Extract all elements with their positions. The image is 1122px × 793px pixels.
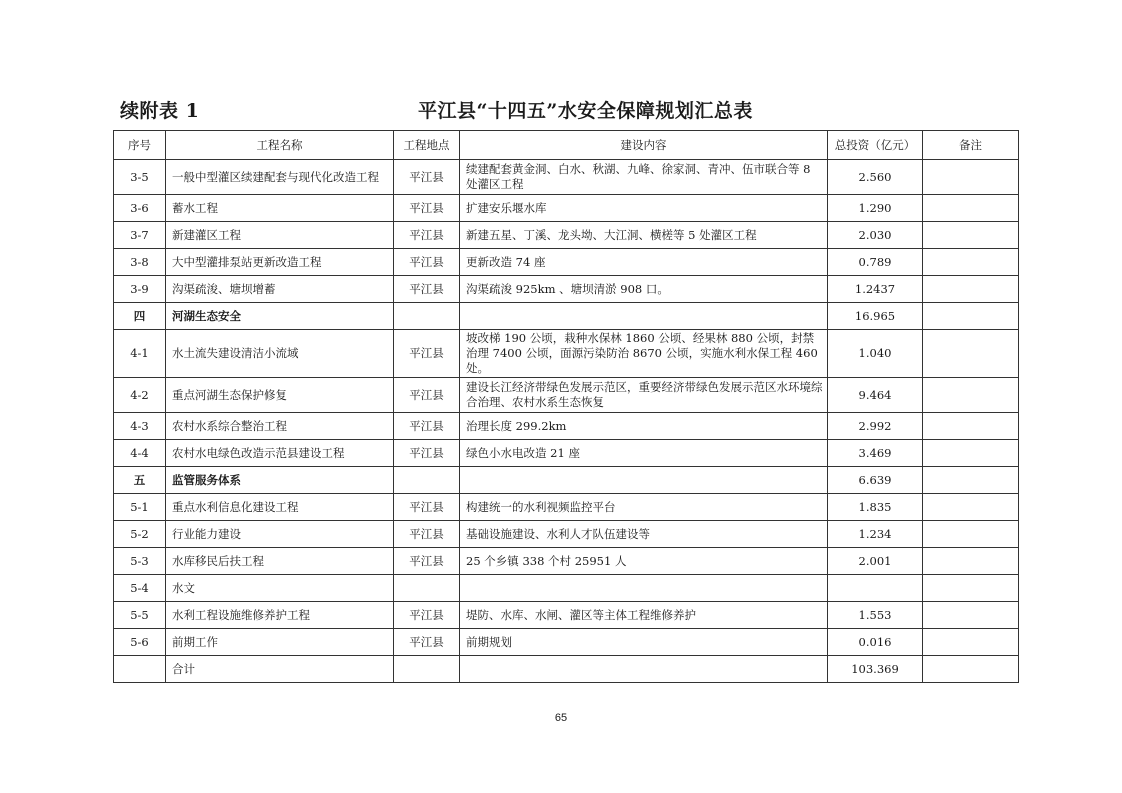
cell-note	[923, 249, 1019, 276]
cell-name: 行业能力建设	[166, 521, 394, 548]
cell-location: 平江县	[394, 440, 460, 467]
cell-content: 更新改造 74 座	[460, 249, 828, 276]
cell-code: 3-9	[114, 276, 166, 303]
cell-location: 平江县	[394, 378, 460, 413]
cell-code: 5-4	[114, 575, 166, 602]
cell-location: 平江县	[394, 195, 460, 222]
table-row	[114, 222, 1019, 249]
cell-location	[394, 467, 460, 494]
cell-name: 沟渠疏浚、塘坝增蓄	[166, 276, 394, 303]
cell-investment: 103.369	[828, 656, 923, 683]
cell-note	[923, 548, 1019, 575]
cell-note	[923, 222, 1019, 249]
cell-content	[460, 575, 828, 602]
cell-name: 监管服务体系	[166, 467, 394, 494]
cell-investment: 1.553	[828, 602, 923, 629]
total-row	[114, 656, 1019, 683]
cell-note	[923, 629, 1019, 656]
column-header-code: 序号	[114, 131, 166, 160]
cell-note	[923, 160, 1019, 195]
cell-investment: 0.016	[828, 629, 923, 656]
cell-code: 五	[114, 467, 166, 494]
cell-investment: 1.290	[828, 195, 923, 222]
table-label: 续附表 1	[120, 100, 200, 122]
cell-investment: 3.469	[828, 440, 923, 467]
table-row	[114, 440, 1019, 467]
cell-note	[923, 575, 1019, 602]
cell-investment: 2.560	[828, 160, 923, 195]
cell-name: 水利工程设施维修养护工程	[166, 602, 394, 629]
cell-content	[460, 303, 828, 330]
cell-investment: 1.040	[828, 330, 923, 378]
cell-code: 4-1	[114, 330, 166, 378]
cell-location: 平江县	[394, 276, 460, 303]
cell-note	[923, 330, 1019, 378]
cell-investment: 2.001	[828, 548, 923, 575]
table-row	[114, 160, 1019, 195]
cell-note	[923, 195, 1019, 222]
table-row	[114, 602, 1019, 629]
page-number: 65	[554, 712, 568, 724]
cell-location: 平江县	[394, 602, 460, 629]
cell-name: 水土流失建设清洁小流域	[166, 330, 394, 378]
cell-code: 四	[114, 303, 166, 330]
cell-name: 重点河湖生态保护修复	[166, 378, 394, 413]
cell-note	[923, 303, 1019, 330]
cell-location	[394, 303, 460, 330]
cell-content: 扩建安乐堰水库	[460, 195, 828, 222]
table-row	[114, 494, 1019, 521]
cell-code: 5-6	[114, 629, 166, 656]
cell-code: 3-8	[114, 249, 166, 276]
cell-location: 平江县	[394, 548, 460, 575]
cell-content: 基础设施建设、水利人才队伍建设等	[460, 521, 828, 548]
cell-content: 治理长度 299.2km	[460, 413, 828, 440]
cell-investment: 6.639	[828, 467, 923, 494]
cell-code: 3-6	[114, 195, 166, 222]
cell-name: 水文	[166, 575, 394, 602]
column-header-content: 建设内容	[460, 131, 828, 160]
cell-note	[923, 494, 1019, 521]
cell-name: 农村水系综合整治工程	[166, 413, 394, 440]
cell-content: 沟渠疏浚 925km 、塘坝清淤 908 口。	[460, 276, 828, 303]
cell-code: 3-5	[114, 160, 166, 195]
cell-code: 5-2	[114, 521, 166, 548]
cell-name: 蓄水工程	[166, 195, 394, 222]
cell-content: 堤防、水库、水闸、灌区等主体工程维修养护	[460, 602, 828, 629]
cell-note	[923, 602, 1019, 629]
column-header-location: 工程地点	[394, 131, 460, 160]
column-header-note: 备注	[923, 131, 1019, 160]
cell-investment: 16.965	[828, 303, 923, 330]
cell-investment: 9.464	[828, 378, 923, 413]
cell-note	[923, 276, 1019, 303]
cell-name: 新建灌区工程	[166, 222, 394, 249]
cell-code: 4-3	[114, 413, 166, 440]
cell-code: 4-4	[114, 440, 166, 467]
section-row	[114, 303, 1019, 330]
cell-location	[394, 656, 460, 683]
table-row	[114, 521, 1019, 548]
cell-location: 平江县	[394, 413, 460, 440]
table-row	[114, 548, 1019, 575]
table-row	[114, 195, 1019, 222]
cell-name: 大中型灌排泵站更新改造工程	[166, 249, 394, 276]
table-row	[114, 575, 1019, 602]
column-header-name: 工程名称	[166, 131, 394, 160]
cell-content: 坡改梯 190 公顷，栽种水保林 1860 公顷、经果林 880 公顷，封禁治理 7400 公顷，面源污染防治 8670 公顷，实施水利水保工程 460 处。	[460, 330, 828, 378]
cell-content: 25 个乡镇 338 个村 25951 人	[460, 548, 828, 575]
table-row	[114, 276, 1019, 303]
table-row	[114, 249, 1019, 276]
cell-location: 平江县	[394, 521, 460, 548]
cell-code: 5-3	[114, 548, 166, 575]
cell-name: 水库移民后扶工程	[166, 548, 394, 575]
page-header	[120, 96, 1020, 122]
cell-name: 一般中型灌区续建配套与现代化改造工程	[166, 160, 394, 195]
cell-name: 河湖生态安全	[166, 303, 394, 330]
cell-name: 前期工作	[166, 629, 394, 656]
cell-content: 绿色小水电改造 21 座	[460, 440, 828, 467]
cell-content: 新建五星、丁溪、龙头坳、大江洞、横槎等 5 处灌区工程	[460, 222, 828, 249]
cell-investment: 2.992	[828, 413, 923, 440]
cell-investment: 1.2437	[828, 276, 923, 303]
cell-name: 重点水利信息化建设工程	[166, 494, 394, 521]
summary-table	[113, 130, 1019, 683]
cell-note	[923, 467, 1019, 494]
cell-location: 平江县	[394, 494, 460, 521]
cell-note	[923, 440, 1019, 467]
cell-investment	[828, 575, 923, 602]
cell-code: 4-2	[114, 378, 166, 413]
table-title: 平江县“十四五”水安全保障规划汇总表	[418, 100, 753, 122]
table-row	[114, 413, 1019, 440]
cell-content	[460, 656, 828, 683]
column-header-investment: 总投资（亿元）	[828, 131, 923, 160]
cell-investment: 2.030	[828, 222, 923, 249]
table-row	[114, 378, 1019, 413]
table-row	[114, 629, 1019, 656]
cell-code	[114, 656, 166, 683]
section-row	[114, 467, 1019, 494]
cell-content: 建设长江经济带绿色发展示范区，重要经济带绿色发展示范区水环境综合治理、农村水系生态恢复	[460, 378, 828, 413]
cell-investment: 0.789	[828, 249, 923, 276]
cell-content: 续建配套黄金洞、白水、秋湖、九峰、徐家洞、青冲、伍市联合等 8 处灌区工程	[460, 160, 828, 195]
cell-note	[923, 413, 1019, 440]
cell-note	[923, 521, 1019, 548]
cell-location: 平江县	[394, 249, 460, 276]
cell-name: 合计	[166, 656, 394, 683]
cell-content: 前期规划	[460, 629, 828, 656]
cell-investment: 1.835	[828, 494, 923, 521]
cell-investment: 1.234	[828, 521, 923, 548]
cell-code: 5-1	[114, 494, 166, 521]
table-row	[114, 330, 1019, 378]
cell-location	[394, 575, 460, 602]
cell-note	[923, 378, 1019, 413]
cell-location: 平江县	[394, 222, 460, 249]
cell-location: 平江县	[394, 629, 460, 656]
cell-note	[923, 656, 1019, 683]
cell-code: 3-7	[114, 222, 166, 249]
cell-name: 农村水电绿色改造示范县建设工程	[166, 440, 394, 467]
cell-content	[460, 467, 828, 494]
cell-location: 平江县	[394, 160, 460, 195]
cell-location: 平江县	[394, 330, 460, 378]
cell-code: 5-5	[114, 602, 166, 629]
table-header-row	[114, 131, 1019, 160]
cell-content: 构建统一的水利视频监控平台	[460, 494, 828, 521]
